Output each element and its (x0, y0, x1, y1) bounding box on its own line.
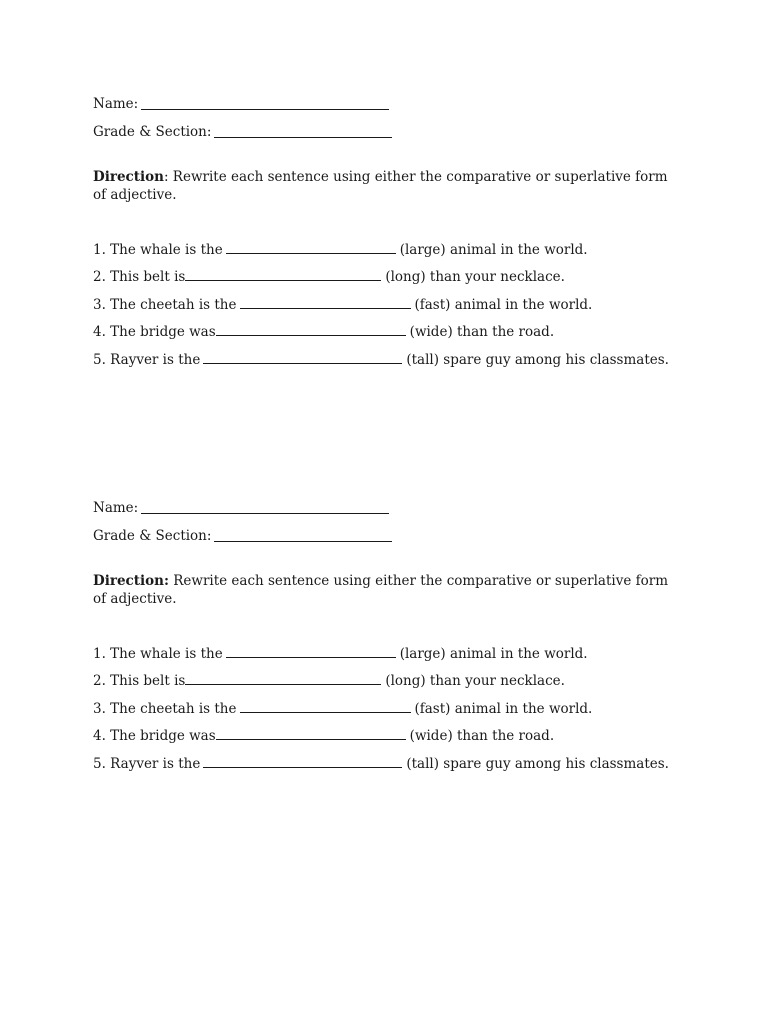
answer-blank[interactable] (226, 643, 396, 658)
grade-section-field-row (93, 518, 693, 546)
list-item (93, 230, 693, 258)
answer-blank[interactable] (240, 698, 411, 713)
list-item (93, 258, 693, 286)
list-item (93, 689, 693, 717)
name-field-row (93, 490, 693, 518)
list-item (93, 662, 693, 690)
name-label: Name: (93, 500, 139, 516)
item-list (93, 230, 693, 368)
item-suffix: (long) than your necklace. (385, 673, 565, 690)
direction-text (93, 572, 673, 608)
item-suffix: (wide) than the road. (409, 324, 555, 341)
list-item (93, 285, 693, 313)
answer-blank[interactable] (216, 321, 406, 336)
item-prefix: 4. The bridge was (93, 728, 216, 745)
answer-blank[interactable] (226, 239, 396, 254)
name-label: Name: (93, 96, 139, 112)
direction-text (93, 168, 673, 204)
list-item (93, 744, 693, 772)
list-item (93, 634, 693, 662)
answer-blank[interactable] (203, 349, 402, 364)
direction-label: Direction: (93, 573, 169, 589)
item-suffix: (long) than your necklace. (385, 269, 565, 286)
item-prefix: 5. Rayver is the (93, 351, 201, 368)
item-list (93, 634, 693, 772)
item-suffix: (tall) spare guy among his classmates. (406, 755, 669, 772)
answer-blank[interactable] (203, 753, 402, 768)
direction-body: : Rewrite each sentence using either the comparative or superlative form of adjective. (93, 169, 668, 203)
answer-blank[interactable] (216, 725, 406, 740)
item-suffix: (tall) spare guy among his classmates. (406, 351, 669, 368)
worksheet-1 (93, 86, 693, 368)
grade-section-field-row (93, 114, 693, 142)
item-suffix: (fast) animal in the world. (414, 700, 593, 717)
grade-section-blank[interactable] (214, 527, 392, 542)
item-suffix: (large) animal in the world. (399, 241, 588, 258)
item-prefix: 3. The cheetah is the (93, 700, 237, 717)
item-prefix: 1. The whale is the (93, 645, 223, 662)
name-field-row (93, 86, 693, 114)
worksheet-2 (93, 490, 693, 772)
direction-body: Rewrite each sentence using either the comparative or superlative form of adjective. (93, 573, 668, 607)
item-prefix: 3. The cheetah is the (93, 296, 237, 313)
direction-label: Direction (93, 169, 164, 185)
name-blank[interactable] (141, 95, 389, 110)
list-item (93, 717, 693, 745)
list-item (93, 313, 693, 341)
grade-section-label: Grade & Section: (93, 124, 212, 140)
answer-blank[interactable] (185, 266, 381, 281)
item-prefix: 2. This belt is (93, 269, 186, 286)
answer-blank[interactable] (185, 670, 381, 685)
item-suffix: (fast) animal in the world. (414, 296, 593, 313)
item-prefix: 1. The whale is the (93, 241, 223, 258)
list-item (93, 340, 693, 368)
item-suffix: (large) animal in the world. (399, 645, 588, 662)
grade-section-label: Grade & Section: (93, 528, 212, 544)
name-blank[interactable] (141, 499, 389, 514)
item-prefix: 5. Rayver is the (93, 755, 201, 772)
answer-blank[interactable] (240, 294, 411, 309)
item-suffix: (wide) than the road. (409, 728, 555, 745)
item-prefix: 2. This belt is (93, 673, 186, 690)
item-prefix: 4. The bridge was (93, 324, 216, 341)
grade-section-blank[interactable] (214, 123, 392, 138)
